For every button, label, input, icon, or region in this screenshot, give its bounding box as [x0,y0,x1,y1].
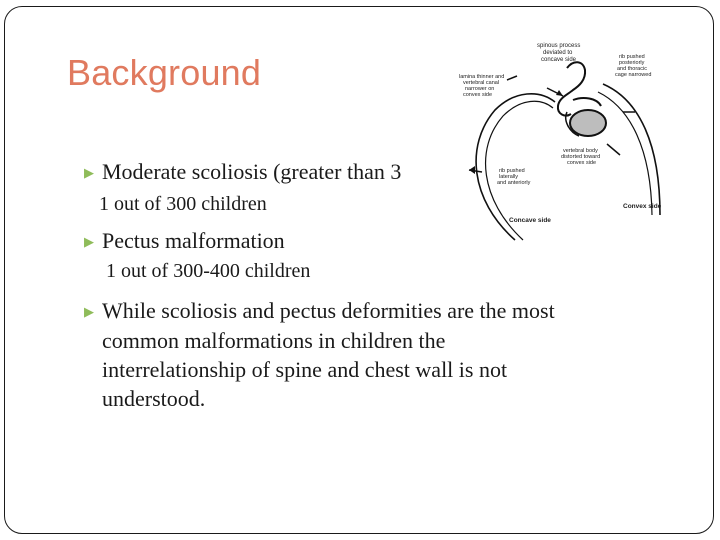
vertebral-body-shape [570,110,606,136]
label-vertebral-body-3: convex side [567,160,597,166]
bullet-marker-icon: ▶ [84,304,94,319]
bullet-marker-icon: ▶ [84,234,94,249]
label-convex-side: Convex side [623,203,662,210]
bullet-marker-icon: ▶ [84,165,94,180]
rib-lateral-arrowhead-icon [469,166,475,174]
label-rib-posterior-3: and thoracic [617,66,647,72]
label-spinous-3: concave side [541,57,577,63]
label-rib-lateral-3: and anteriorly [497,180,531,186]
vertebral-body-arrow-icon [607,144,620,155]
label-vertebral-body-1: vertebral body [563,148,598,154]
spinous-process-shape [558,62,585,115]
paragraph-line-3: interrelationship of spine and chest wall is not [102,357,508,382]
paragraph-line-2: common malformations in children the [102,328,446,353]
lamina-shape [573,98,601,106]
sub-bullet-pectus-stat: 1 out of 300-400 children [106,260,311,282]
bullet-pectus [84,226,285,256]
paragraph-line-1: While scoliosis and pectus deformities are the most [102,298,555,323]
label-lamina-4: convex side [463,92,493,98]
left-rib-arrow-icon [507,76,517,80]
bullet-text: Moderate scoliosis (greater than 3 [102,159,402,184]
sub-bullet-scoliosis-stat: 1 out of 300 children [99,193,267,215]
rib-cage-inner-right [598,92,652,215]
slide-title: Background [67,52,262,93]
label-rib-posterior-1: rib pushed [619,54,645,60]
paragraph-line-4: understood. [102,386,206,411]
scoliosis-cross-section-diagram [455,40,675,245]
bullet-text: Pectus malformation [102,228,285,253]
bullet-interrelationship [84,296,654,413]
label-rib-lateral-1: rib pushed [499,168,525,174]
label-rib-lateral-2: laterally [499,174,518,180]
label-lamina-2: vertebral canal [463,80,500,86]
label-lamina-3: narrower on [465,86,495,92]
label-vertebral-body-2: distorted toward [561,154,601,160]
bullet-scoliosis [84,157,401,187]
label-rib-posterior-2: posteriorly [619,60,645,66]
label-spinous-1: spinous process [537,43,581,49]
label-concave-side: Concave side [509,217,551,224]
label-spinous-2: deviated to [543,50,573,56]
label-lamina-1: lamina thinner and [459,74,505,80]
label-rib-posterior-4: cage narrowed [615,72,652,78]
